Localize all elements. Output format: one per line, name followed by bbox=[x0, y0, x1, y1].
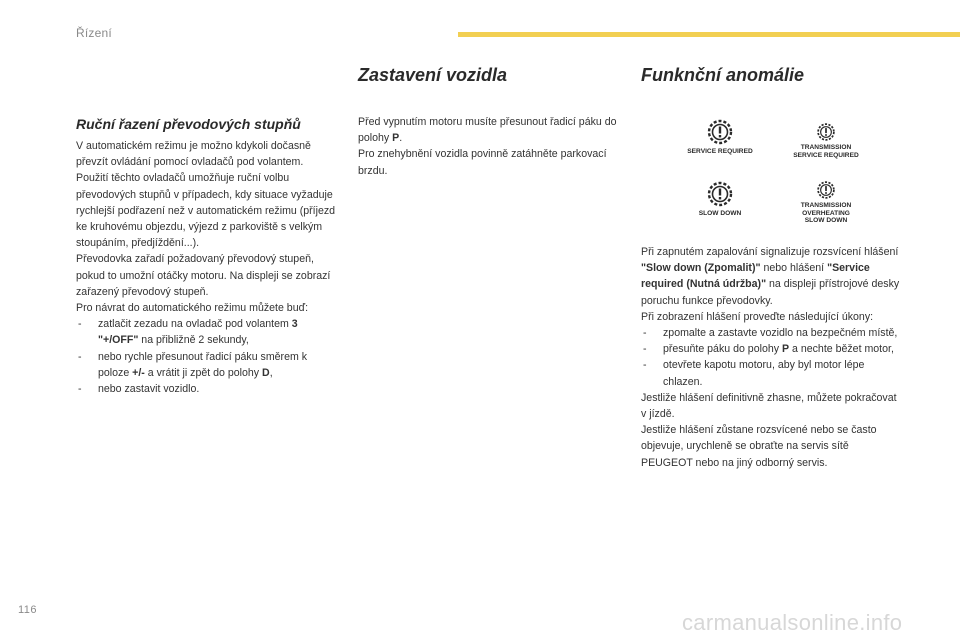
list-item: - zpomalte a zastavte vozidlo na bezpečném místě, bbox=[641, 325, 903, 341]
list-item-text: na přibližně 2 sekundy, bbox=[138, 334, 249, 347]
list-item bbox=[76, 349, 340, 381]
malfunction-heading: Funknční anomálie bbox=[641, 65, 805, 85]
manual-shift-heading: Ruční řazení převodových stupňů bbox=[76, 116, 301, 132]
paragraph-text: . bbox=[399, 132, 403, 145]
warning-label: SLOW DOWN bbox=[698, 210, 742, 217]
transmission-service-warning-icon bbox=[816, 122, 836, 142]
gear-position-label: P bbox=[781, 343, 790, 356]
list-item-text: a vrátit ji zpět do polohy bbox=[144, 366, 263, 379]
manual-shift-paragraph: Pro návrat do automatického režimu můžete buď: bbox=[76, 302, 309, 315]
warning-message bbox=[776, 180, 876, 225]
malfunction-text bbox=[641, 244, 903, 471]
watermark: carmanualsonline.info bbox=[682, 610, 903, 635]
list-item: - nebo zastavit vozidlo. bbox=[76, 381, 340, 397]
malfunction-paragraph bbox=[641, 244, 903, 309]
transmission-overheating-warning-icon bbox=[816, 180, 836, 200]
section-label: Řízení bbox=[76, 26, 112, 40]
warning-message bbox=[776, 122, 876, 159]
page-number: 116 bbox=[18, 604, 38, 616]
stopping-vehicle-heading: Zastavení vozidla bbox=[358, 65, 508, 85]
manual-shift-paragraph: V automatickém režimu je možno kdykoli dočasně převzít ovládání pomocí ovladačů pod volantem. bbox=[76, 140, 311, 169]
list-item-text: přesuňte páku do polohy bbox=[663, 343, 782, 356]
malfunction-paragraph: Při zobrazení hlášení proveďte následující úkony: bbox=[641, 310, 874, 323]
malfunction-paragraph: Jestliže hlášení zůstane rozsvícené nebo se často objevuje, urychleně se obraťte na servis sítě PEUGEOT nebo na jiný odborný servis. bbox=[641, 424, 877, 469]
stopping-vehicle-text bbox=[358, 114, 620, 179]
list-item-text: nebo rychle přesunout řadicí páku směrem k poloze bbox=[98, 350, 308, 379]
stopping-paragraph bbox=[358, 114, 620, 146]
warning-label: TRANSMISSION SERVICE REQUIRED bbox=[793, 144, 859, 159]
list-item-text: , bbox=[269, 366, 273, 379]
warning-messages-illustration bbox=[680, 118, 880, 230]
service-required-warning-icon bbox=[706, 118, 734, 146]
malfunction-steps-list bbox=[641, 325, 903, 390]
list-item-text: a nechte běžet motor, bbox=[789, 343, 894, 356]
message-name: "Service required (Nutná údržba)" bbox=[641, 262, 870, 291]
warning-message bbox=[670, 180, 770, 218]
list-item bbox=[76, 316, 340, 348]
list-item bbox=[641, 341, 903, 357]
paragraph-text: nebo hlášení bbox=[760, 262, 828, 275]
manual-shift-paragraph: Použití těchto ovladačů umožňuje ruční volbu převodových stupňů v případech, kdy situace vyžaduje rychlejší podřazení než v automatickém režimu (příjezd ke kruhovému objezdu, výjezd z parkoviště s velkým stoupáním, předjíždění...). bbox=[76, 172, 336, 250]
warning-label: SERVICE REQUIRED bbox=[687, 148, 753, 155]
gear-position-label: P bbox=[392, 132, 400, 145]
gear-position-label: +/- bbox=[132, 366, 145, 379]
slow-down-warning-icon bbox=[706, 180, 734, 208]
warning-message bbox=[670, 118, 770, 156]
manual-shift-text bbox=[76, 138, 340, 397]
paragraph-text: na displeji přístrojové desky poruchu funkce převodovky. bbox=[641, 278, 900, 307]
manual-shift-paragraph: Převodovka zařadí požadovaný převodový stupeň, pokud to umožní otáčky motoru. Na displeji se zobrazí zařazený převodový stupeň. bbox=[76, 253, 331, 298]
paragraph-text: Při zapnutém zapalování signalizuje rozsvícení hlášení bbox=[641, 246, 899, 258]
list-item-text: zatlačit zezadu na ovladač pod volantem bbox=[98, 318, 292, 331]
gear-position-label: D bbox=[262, 366, 270, 379]
list-item: - otevřete kapotu motoru, aby byl motor lépe chlazen. bbox=[641, 357, 903, 389]
stopping-paragraph: Pro znehybnění vozidla povinně zatáhněte parkovací brzdu. bbox=[358, 148, 607, 177]
warning-label: TRANSMISSION OVERHEATING SLOW DOWN bbox=[800, 202, 852, 225]
message-name: "Slow down (Zpomalit)" bbox=[641, 262, 761, 275]
accent-bar bbox=[458, 32, 960, 37]
return-to-auto-list bbox=[76, 316, 340, 397]
control-label: 3 "+/OFF" bbox=[98, 318, 298, 347]
malfunction-paragraph: Jestliže hlášení definitivně zhasne, můžete pokračovat v jízdě. bbox=[641, 391, 897, 421]
paragraph-text: Před vypnutím motoru musíte přesunout řadicí páku do polohy bbox=[358, 116, 617, 145]
